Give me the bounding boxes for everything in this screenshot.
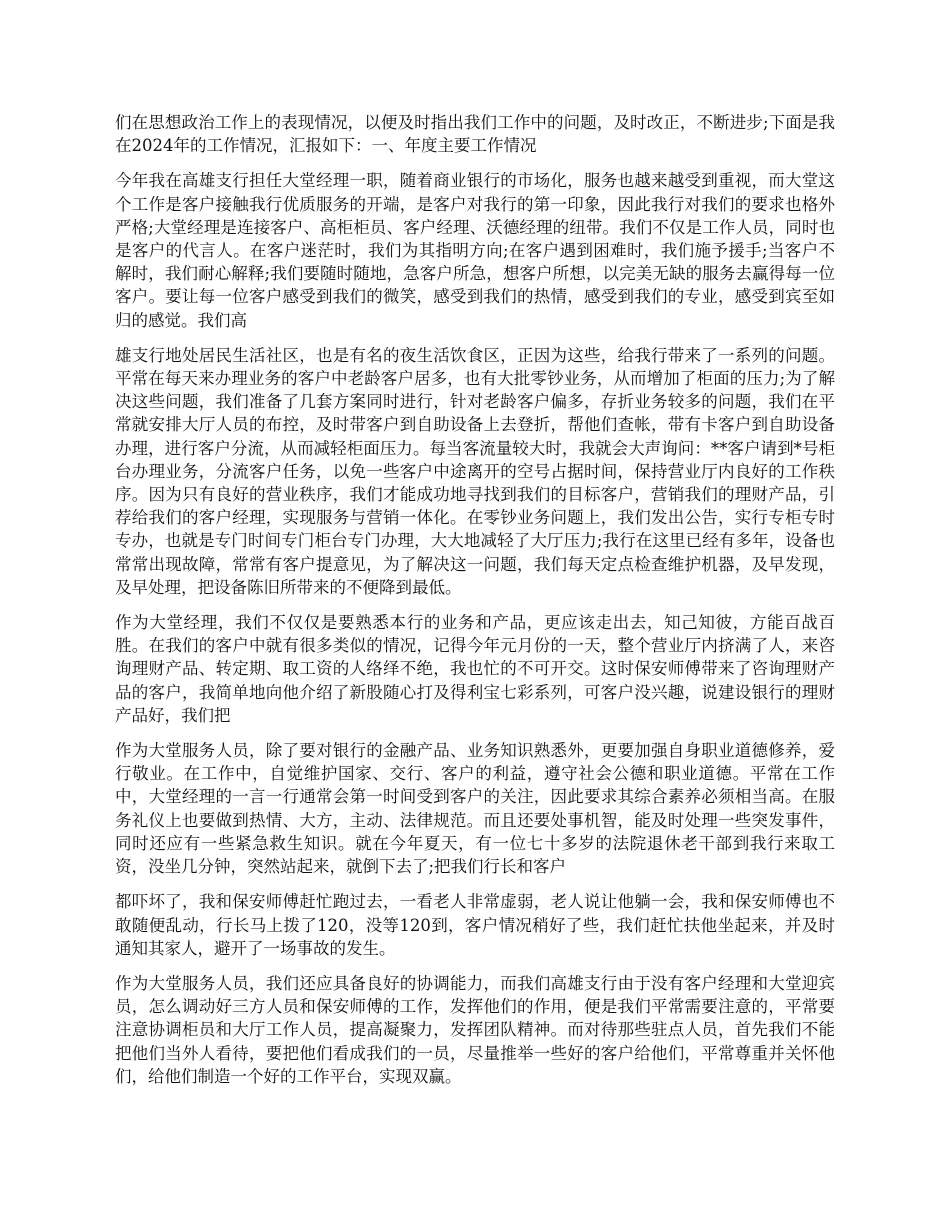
paragraph-5: 作为大堂服务人员，除了要对银行的金融产品、业务知识熟悉外，更要加强自身职业道德修养，爱行敬业。在工作中，自觉维护国家、交行、客户的利益，遵守社会公德和职业道德。平常在工作中，大堂经理的一言一行通常会第一时间受到客户的关注，因此要求其综合素养必须相当高。在服务礼仪上也要做到热情、大方，主动、法律规范。而且还要处事机智，能及时处理一些突发事件，同时还应有一些紧急救生知识。就在今年夏天，有一位七十多岁的法院退休老干部到我行来取工资，没坐几分钟，突然站起来，就倒下去了;把我们行长和客户 [115,741,835,877]
paragraph-7: 作为大堂服务人员，我们还应具备良好的协调能力，而我们高雄支行由于没有客户经理和大堂迎宾员，怎么调动好三方人员和保安师傅的工作，发挥他们的作用，便是我们平常需要注意的，平常要注意协调柜员和大厅工作人员，提高凝聚力，发挥团队精神。而对待那些驻点人员，首先我们不能把他们当外人看待，要把他们看成我们的一员，尽量推举一些好的客户给他们，平常尊重并关怀他们，给他们制造一个好的工作平台，实现双赢。 [115,973,835,1086]
paragraph-3: 雄支行地处居民生活社区，也是有名的夜生活饮食区，正因为这些，给我行带来了一系列的问题。平常在每天来办理业务的客户中老龄客户居多，也有大批零钞业务，从而增加了柜面的压力;为了解决这些问题，我们准备了几套方案同时进行，针对老龄客户偏多，存折业务较多的问题，我们在平常就安排大厅人员的布控，及时带客户到自助设备上去登折，帮他们查帐，带有卡客户到自助设备办理，进行客户分流，从而减轻柜面压力。每当客流量较大时，我就会大声询问：**客户请到*号柜台办理业务，分流客户任务，以免一些客户中途离开的空号占据时间，保持营业厅内良好的工作秩序。因为只有良好的营业秩序，我们才能成功地寻找到我们的目标客户，营销我们的理财产品，引荐给我们的客户经理，实现服务与营销一体化。在零钞业务问题上，我们发出公告，实行专柜专时专办，也就是专门时间专门柜台专门办理，大大地减轻了大厅压力;我行在这里已经有多年，设备也常常出现故障，常常有客户提意见，为了解决这一问题，我们每天定点检查维护机器，及早发现，及早处理，把设备陈旧所带来的不便降到最低。 [115,345,835,597]
paragraph-1: 们在思想政治工作上的表现情况，以便及时指出我们工作中的问题，及时改正，不断进步;下面是我在2024年的工作情况，汇报如下：一、年度主要工作情况 [115,113,835,156]
document-body [115,111,835,1100]
paragraph-4: 作为大堂经理，我们不仅仅是要熟悉本行的业务和产品，更应该走出去，知己知彼，方能百战百胜。在我们的客户中就有很多类似的情况，记得今年元月份的一天，整个营业厅内挤满了人，来咨询理财产品、转定期、取工资的人络绎不绝，我也忙的不可开交。这时保安师傅带来了咨询理财产品的客户，我简单地向他介绍了新股随心打及得利宝七彩系列，可客户没兴趣，说建设银行的理财产品好，我们把 [115,613,835,725]
paragraph-6: 都吓坏了，我和保安师傅赶忙跑过去，一看老人非常虚弱，老人说让他躺一会，我和保安师傅也不敢随便乱动，行长马上拨了120，没等120到，客户情况稍好了些，我们赶忙扶他坐起来，并及时通知其家人，避开了一场事故的发生。 [115,892,835,958]
paragraph-2: 今年我在高雄支行担任大堂经理一职，随着商业银行的市场化，服务也越来越受到重视，而大堂这个工作是客户接触我行优质服务的开端，是客户对我行的第一印象，因此我行对我们的要求也格外严格;大堂经理是连接客户、高柜柜员、客户经理、沃德经理的纽带。我们不仅是工作人员，同时也是客户的代言人。在客户迷茫时，我们为其指明方向;在客户遇到困难时，我们施予援手;当客户不解时，我们耐心解释;我们要随时随地，急客户所急，想客户所想，以完美无缺的服务去赢得每一位客户。要让每一位客户感受到我们的微笑，感受到我们的热情，感受到我们的专业，感受到宾至如归的感觉。我们高 [115,171,835,330]
